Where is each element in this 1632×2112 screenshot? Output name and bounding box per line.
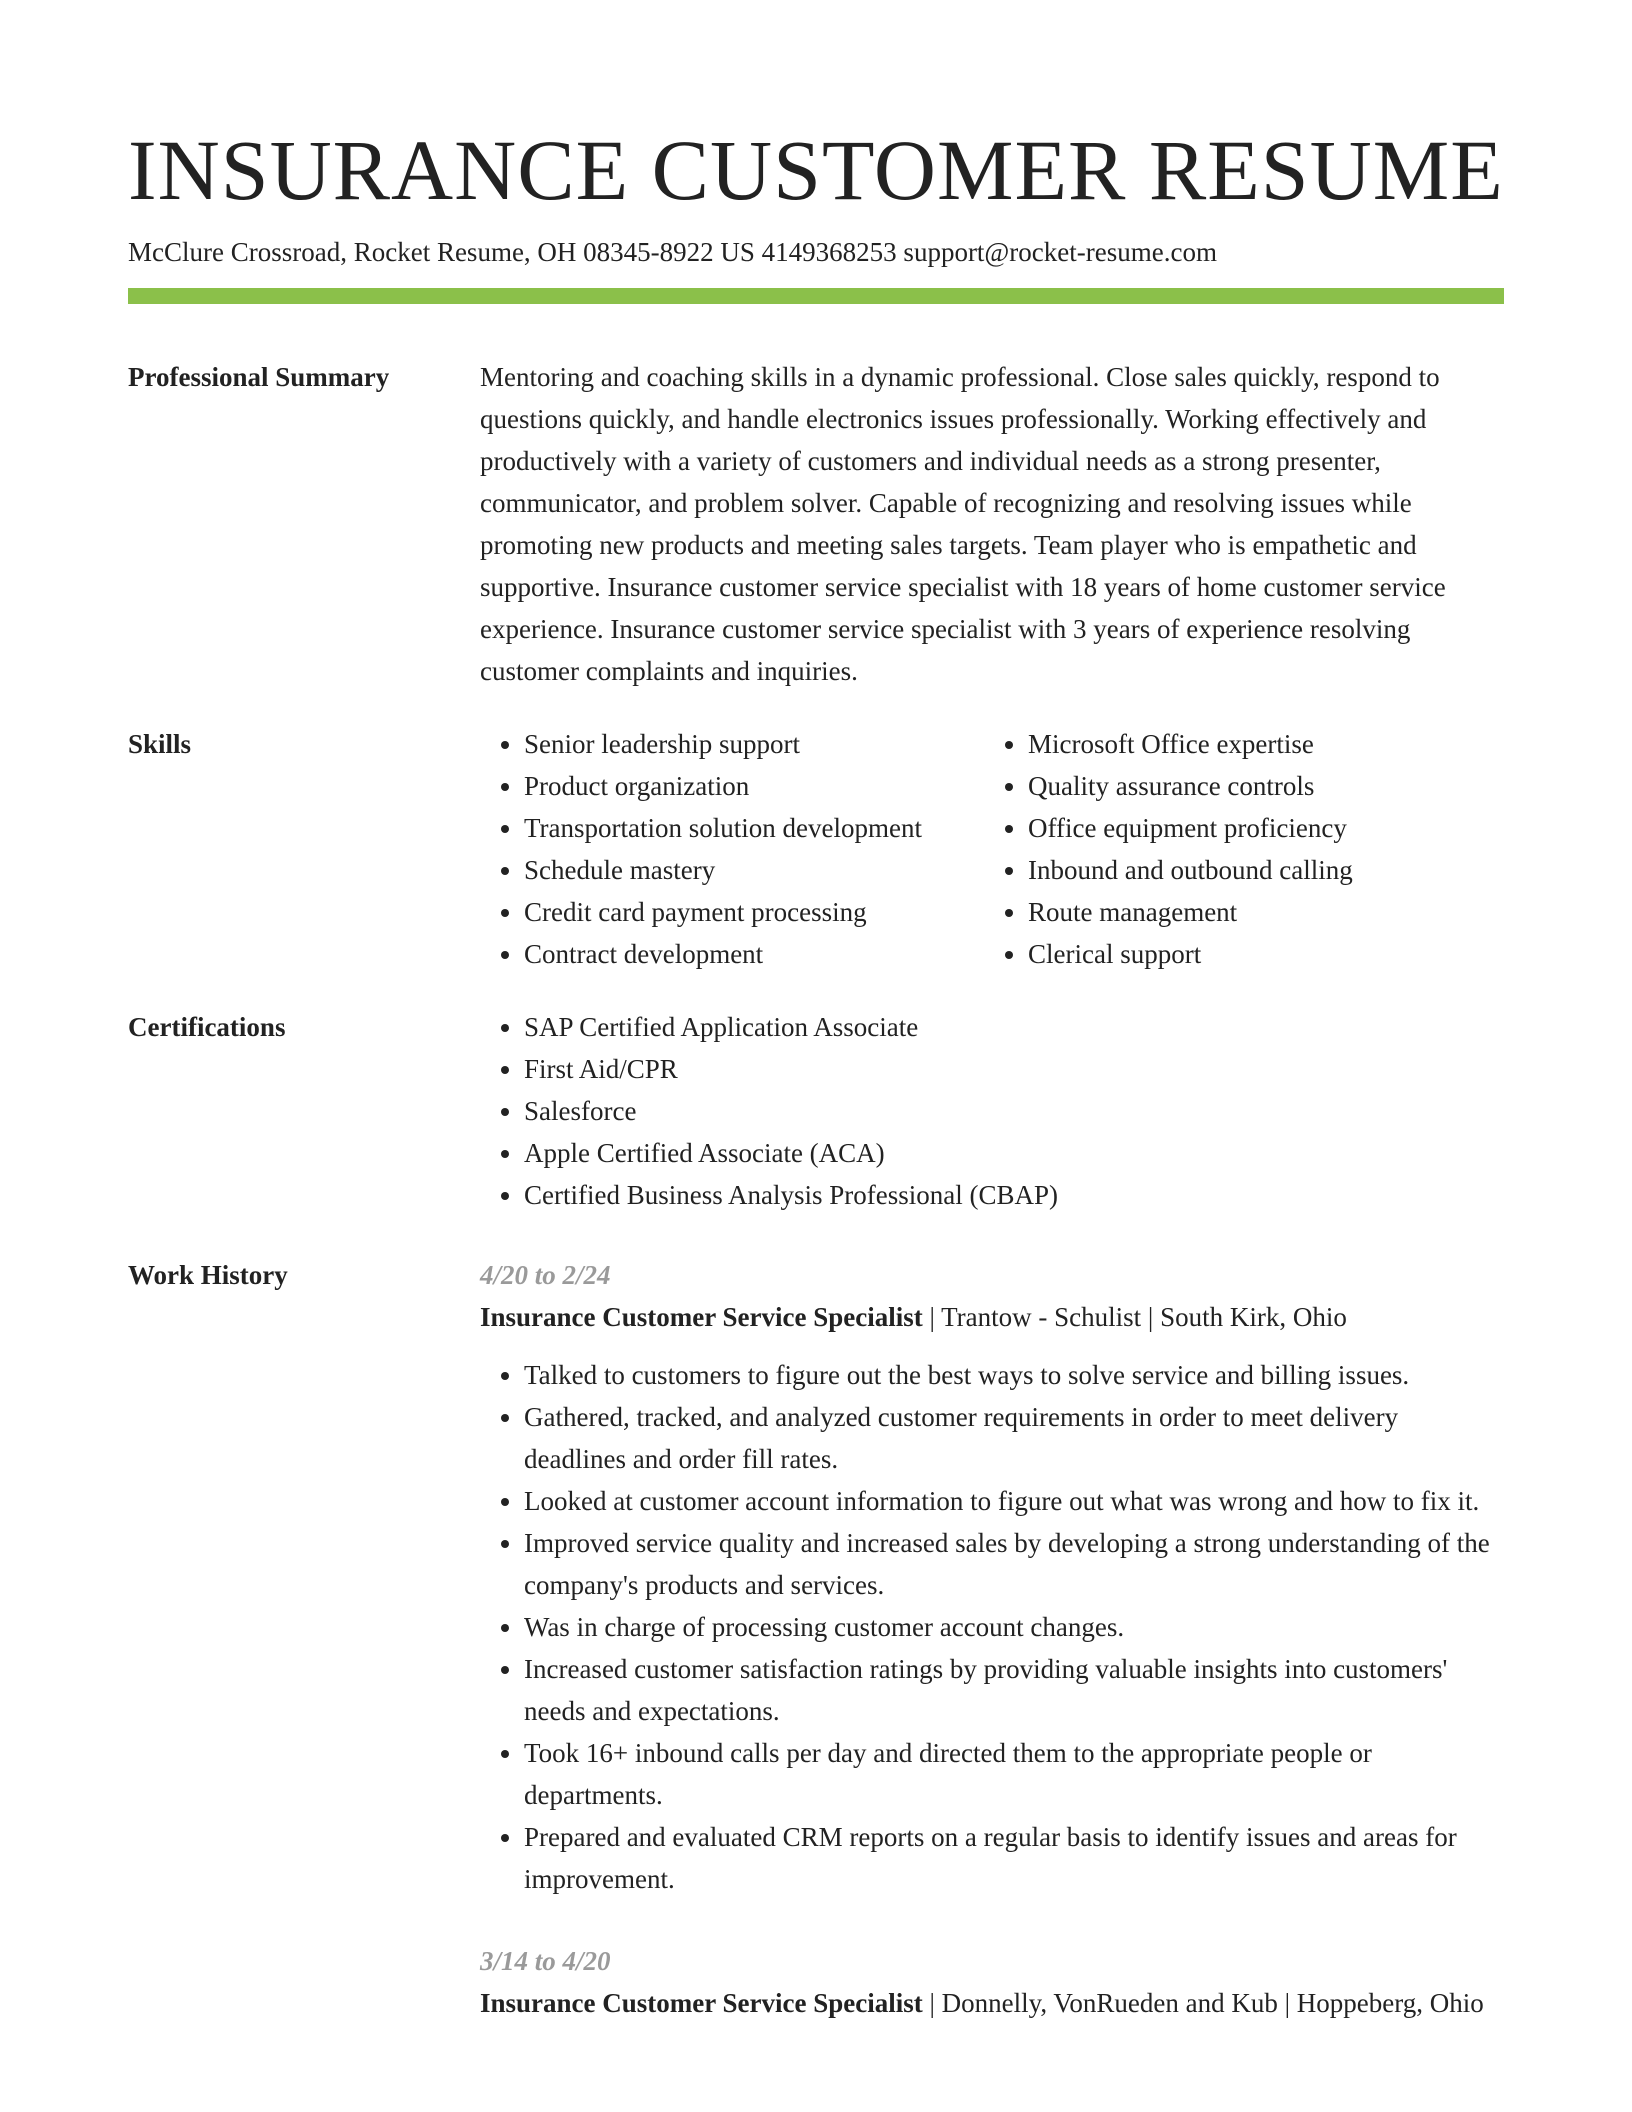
accent-divider bbox=[128, 288, 1504, 304]
work-history-section bbox=[128, 1254, 1504, 2024]
job-bullet: • Took 16+ inbound calls per day and directed them to the appropriate people or departments. bbox=[524, 1732, 1504, 1816]
skill-item: • Product organization bbox=[524, 765, 984, 807]
job-dates: 4/20 to 2/24 bbox=[480, 1260, 611, 1290]
summary-text: Mentoring and coaching skills in a dynamic professional. Close sales quickly, respond to questions quickly, and handle electronics issues professionally. Working effectively and productively with a variety of customers and individual needs as a strong presenter, communicator, and problem solver. Capable of recognizing and resolving issues while promoting new products and meeting sales targets. Team player who is empathetic and supportive. Insurance customer service specialist with 18 years of home customer service experience. Insurance customer service specialist with 3 years of experience resolving customer complaints and inquiries. bbox=[480, 362, 1446, 686]
job-entry bbox=[480, 1940, 1504, 2024]
certification-item: • SAP Certified Application Associate bbox=[524, 1006, 1504, 1048]
job-title: Insurance Customer Service Specialist bbox=[480, 1302, 923, 1332]
job-dates: 3/14 to 4/20 bbox=[480, 1946, 611, 1976]
skill-item: • Inbound and outbound calling bbox=[1028, 849, 1353, 891]
skill-item: • Office equipment proficiency bbox=[1028, 807, 1353, 849]
certification-item: • Certified Business Analysis Professional (CBAP) bbox=[524, 1174, 1504, 1216]
skills-section bbox=[128, 723, 1504, 975]
contact-info: McClure Crossroad, Rocket Resume, OH 08345-8922 US 4149368253 support@rocket-resume.com bbox=[128, 237, 1217, 267]
skill-item: • Contract development bbox=[524, 933, 984, 975]
certification-item: • Salesforce bbox=[524, 1090, 1504, 1132]
certification-item: • First Aid/CPR bbox=[524, 1048, 1504, 1090]
skill-item: • Schedule mastery bbox=[524, 849, 984, 891]
job-details: | Trantow - Schulist | South Kirk, Ohio bbox=[922, 1302, 1347, 1332]
skill-item: • Quality assurance controls bbox=[1028, 765, 1353, 807]
job-entry bbox=[480, 1254, 1504, 1900]
section-label-summary: Professional Summary bbox=[128, 362, 390, 392]
certifications-list bbox=[480, 1006, 1504, 1216]
job-bullets bbox=[480, 1354, 1504, 1900]
summary-section bbox=[128, 356, 1504, 692]
job-bullet: • Prepared and evaluated CRM reports on a regular basis to identify issues and areas for improvement. bbox=[524, 1816, 1504, 1900]
skill-item: • Microsoft Office expertise bbox=[1028, 723, 1353, 765]
section-label-certifications: Certifications bbox=[128, 1012, 286, 1042]
skill-item: • Credit card payment processing bbox=[524, 891, 984, 933]
skill-item: • Clerical support bbox=[1028, 933, 1353, 975]
section-label-skills: Skills bbox=[128, 729, 192, 759]
section-label-work-history: Work History bbox=[128, 1260, 288, 1290]
job-bullet: • Was in charge of processing customer account changes. bbox=[524, 1606, 1504, 1648]
job-heading bbox=[480, 1982, 1504, 2024]
skill-item: • Route management bbox=[1028, 891, 1353, 933]
job-details: | Donnelly, VonRueden and Kub | Hoppeberg, Ohio bbox=[922, 1988, 1484, 2018]
skill-item: • Senior leadership support bbox=[524, 723, 984, 765]
job-bullet: • Improved service quality and increased sales by developing a strong understanding of the company's products and services. bbox=[524, 1522, 1504, 1606]
job-bullet: • Looked at customer account information to figure out what was wrong and how to fix it. bbox=[524, 1480, 1504, 1522]
job-bullet: • Gathered, tracked, and analyzed customer requirements in order to meet delivery deadlines and order fill rates. bbox=[524, 1396, 1504, 1480]
skills-list-right bbox=[984, 723, 1353, 975]
certifications-section bbox=[128, 1006, 1504, 1216]
job-bullet: • Increased customer satisfaction ratings by providing valuable insights into customers' needs and expectations. bbox=[524, 1648, 1504, 1732]
job-heading bbox=[480, 1296, 1504, 1338]
job-bullet: • Talked to customers to figure out the best ways to solve service and billing issues. bbox=[524, 1354, 1504, 1396]
resume-title: INSURANCE CUSTOMER RESUME bbox=[128, 122, 1504, 218]
job-title: Insurance Customer Service Specialist bbox=[480, 1988, 923, 2018]
skill-item: • Transportation solution development bbox=[524, 807, 984, 849]
skills-list-left bbox=[480, 723, 984, 975]
certification-item: • Apple Certified Associate (ACA) bbox=[524, 1132, 1504, 1174]
